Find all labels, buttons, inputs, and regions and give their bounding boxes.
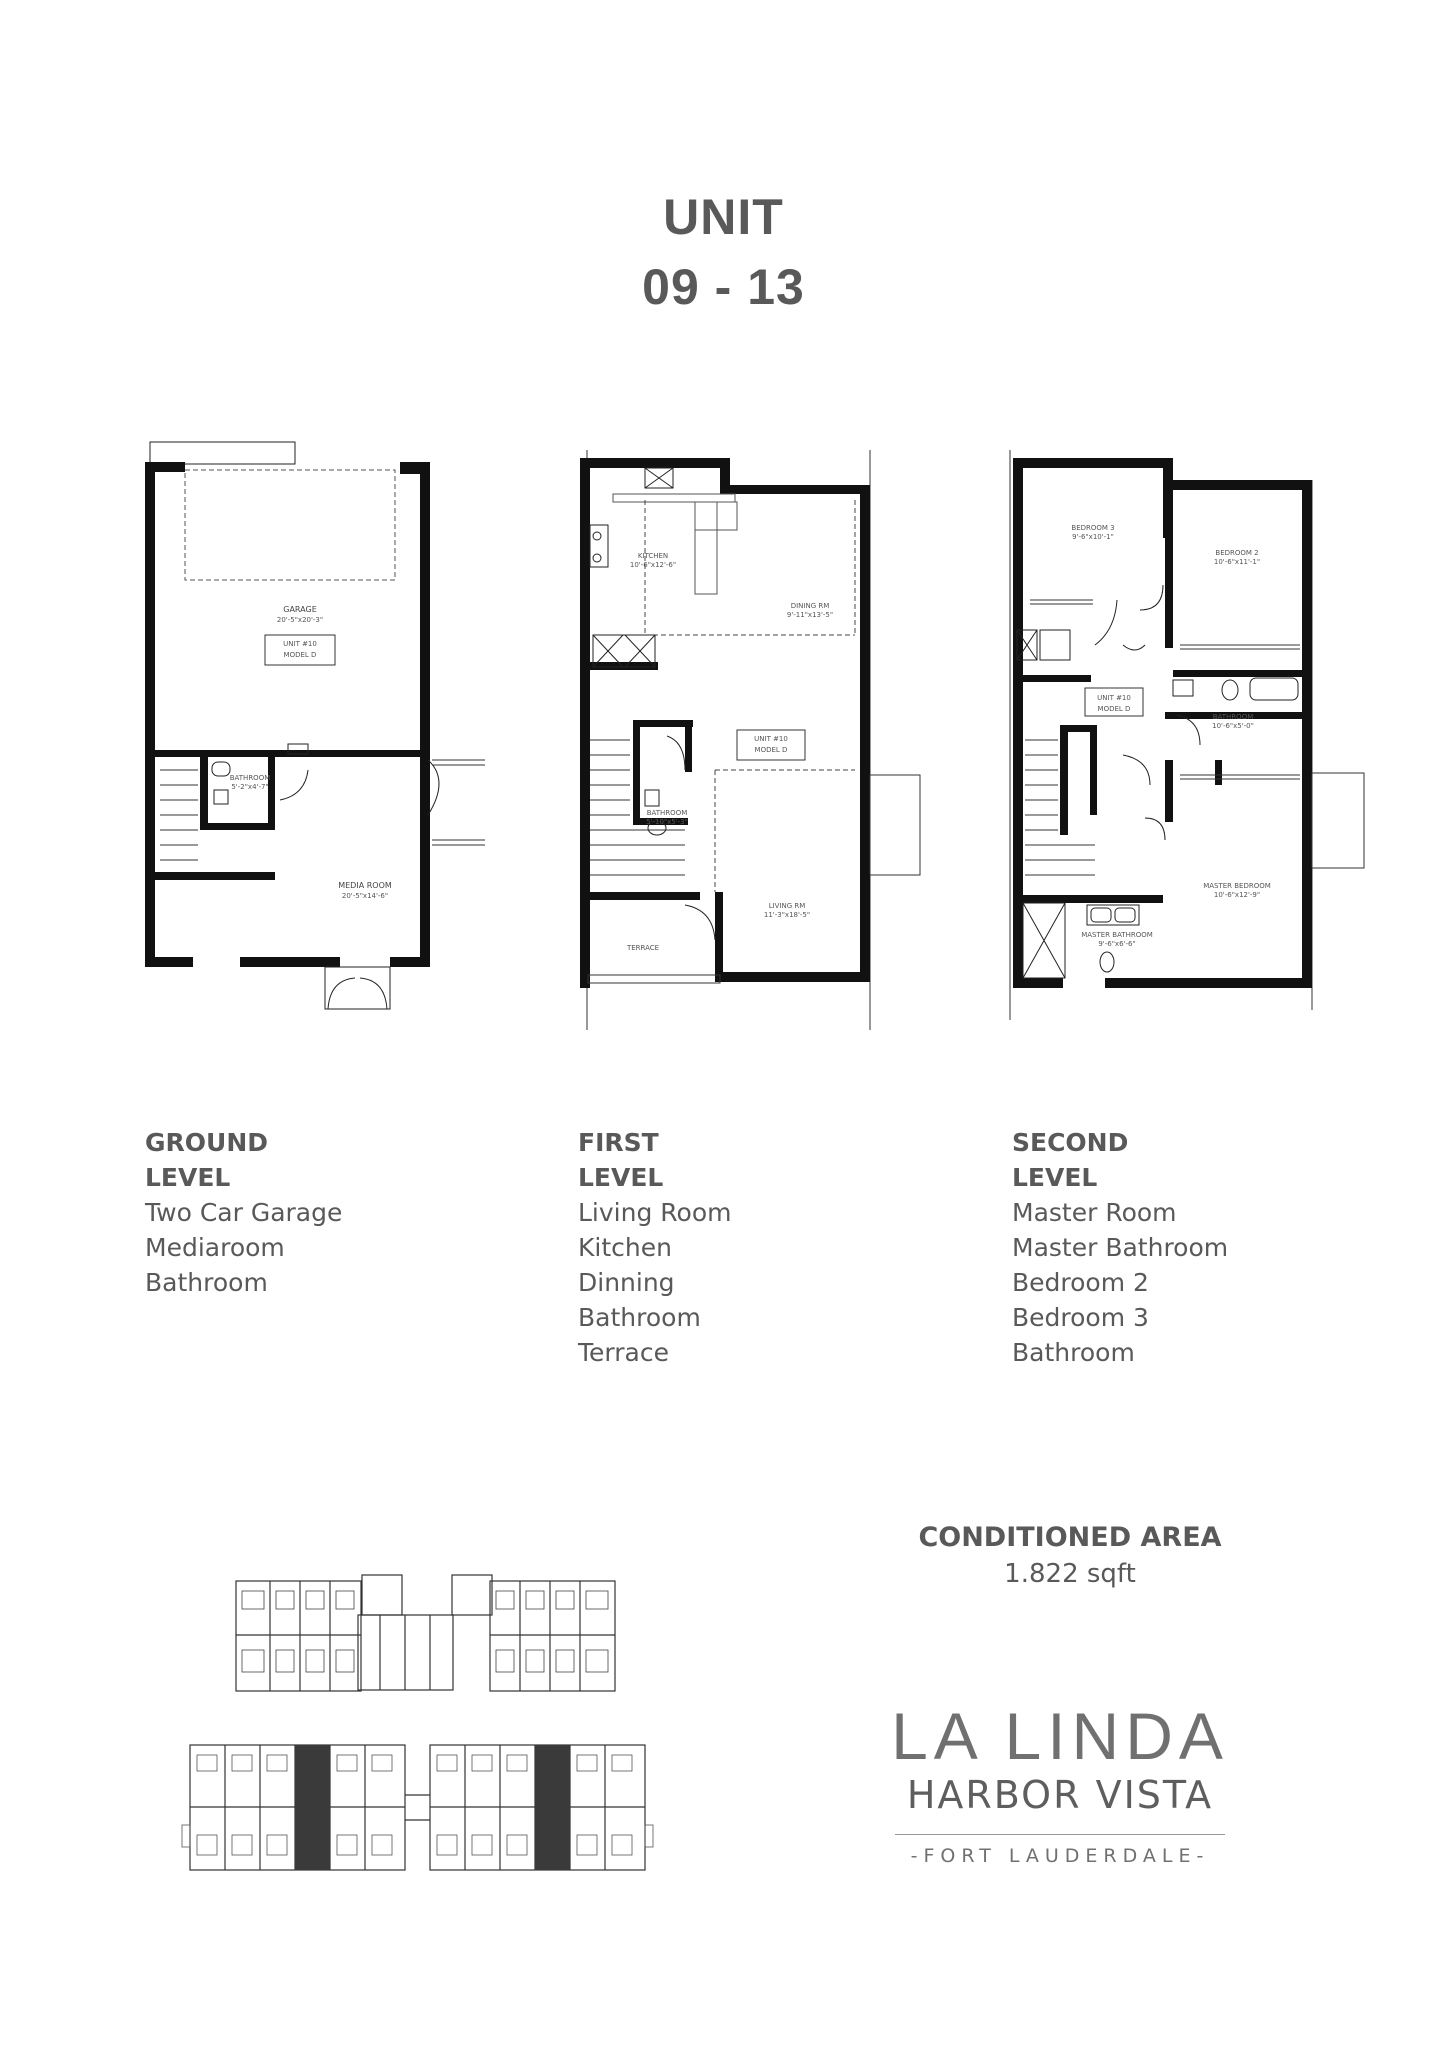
site-plan <box>180 1555 700 1900</box>
room-kitchen-size: 10'-6"x12'-6" <box>629 561 677 569</box>
list-item: Bathroom <box>1012 1338 1135 1367</box>
ground-level-plan <box>140 440 520 1020</box>
unit-model-label: UNIT #10 <box>283 640 317 648</box>
level-heading: GROUND <box>145 1128 268 1157</box>
unit-label: UNIT <box>663 189 784 245</box>
room-garage-size: 20'-5"x20'-3" <box>276 616 324 624</box>
list-item: Dinning <box>578 1268 675 1297</box>
room-living-name: LIVING RM <box>768 902 806 910</box>
list-item: Mediaroom <box>145 1233 285 1262</box>
second-level-description <box>1012 1125 1228 1370</box>
first-level-plan <box>575 440 955 1040</box>
unit-number: 09 - 13 <box>642 259 805 315</box>
list-item: Living Room <box>578 1198 732 1227</box>
room-bathroom-size: 5'-10"x5'-3" <box>646 818 688 826</box>
list-item: Master Bathroom <box>1012 1233 1229 1262</box>
unit-model-sub: MODEL D <box>754 746 788 754</box>
unit-model-label: UNIT #10 <box>754 735 788 743</box>
room-master-bedroom-size: 10'-6"x12'-9" <box>1213 891 1261 899</box>
level-heading-sub: LEVEL <box>145 1163 231 1192</box>
room-media-size: 20'-5"x14'-6" <box>341 892 389 900</box>
room-bedroom2-name: BEDROOM 2 <box>1215 549 1259 557</box>
conditioned-area <box>900 1520 1240 1592</box>
list-item: Terrace <box>578 1338 669 1367</box>
room-bathroom-name: BATHROOM <box>1212 713 1254 721</box>
logo-line-3: -FORT LAUDERDALE- <box>910 1845 1210 1867</box>
room-master-bedroom-name: MASTER BEDROOM <box>1203 882 1271 890</box>
first-level-description <box>578 1125 731 1370</box>
room-kitchen-name: KITCHEN <box>637 552 669 560</box>
list-item: Bathroom <box>578 1303 701 1332</box>
level-heading: FIRST <box>578 1128 659 1157</box>
list-item: Bathroom <box>145 1268 268 1297</box>
logo-line-2: HARBOR VISTA <box>906 1773 1214 1817</box>
list-item: Master Room <box>1012 1198 1177 1227</box>
room-garage-name: GARAGE <box>283 605 317 614</box>
room-bedroom3-name: BEDROOM 3 <box>1071 524 1115 532</box>
list-item: Two Car Garage <box>145 1198 343 1227</box>
room-media-name: MEDIA ROOM <box>338 881 392 890</box>
room-bathroom-size: 5'-2"x4'-7" <box>231 783 269 791</box>
ground-level-description <box>145 1125 342 1300</box>
room-terrace-name: TERRACE <box>626 944 660 952</box>
level-heading-sub: LEVEL <box>578 1163 664 1192</box>
room-bathroom-name: BATHROOM <box>229 774 271 782</box>
room-bathroom-name: BATHROOM <box>646 809 688 817</box>
room-dining-name: DINING RM <box>790 602 830 610</box>
room-living-size: 11'-3"x18'-5" <box>763 911 811 919</box>
second-level-plan <box>1005 440 1385 1030</box>
level-heading-sub: LEVEL <box>1012 1163 1098 1192</box>
room-dining-size: 9'-11"x13'-5" <box>786 611 834 619</box>
la-linda-logo <box>870 1700 1250 1867</box>
room-bedroom2-size: 10'-6"x11'-1" <box>1213 558 1261 566</box>
unit-model-sub: MODEL D <box>1097 705 1131 713</box>
area-value: 1.822 sqft <box>1004 1559 1136 1589</box>
logo-line-1: LA LINDA <box>891 1699 1229 1773</box>
area-label: CONDITIONED AREA <box>918 1522 1222 1553</box>
room-bedroom3-size: 9'-6"x10'-1" <box>1072 533 1114 541</box>
unit-model-sub: MODEL D <box>283 651 317 659</box>
room-bathroom-size: 10'-6"x5'-0" <box>1212 722 1254 730</box>
list-item: Kitchen <box>578 1233 672 1262</box>
list-item: Bedroom 2 <box>1012 1268 1149 1297</box>
logo-divider <box>895 1834 1225 1835</box>
room-master-bathroom-size: 9'-6"x6'-6" <box>1098 940 1136 948</box>
room-master-bathroom-name: MASTER BATHROOM <box>1081 931 1153 939</box>
list-item: Bedroom 3 <box>1012 1303 1149 1332</box>
level-heading: SECOND <box>1012 1128 1129 1157</box>
unit-model-label: UNIT #10 <box>1097 694 1131 702</box>
